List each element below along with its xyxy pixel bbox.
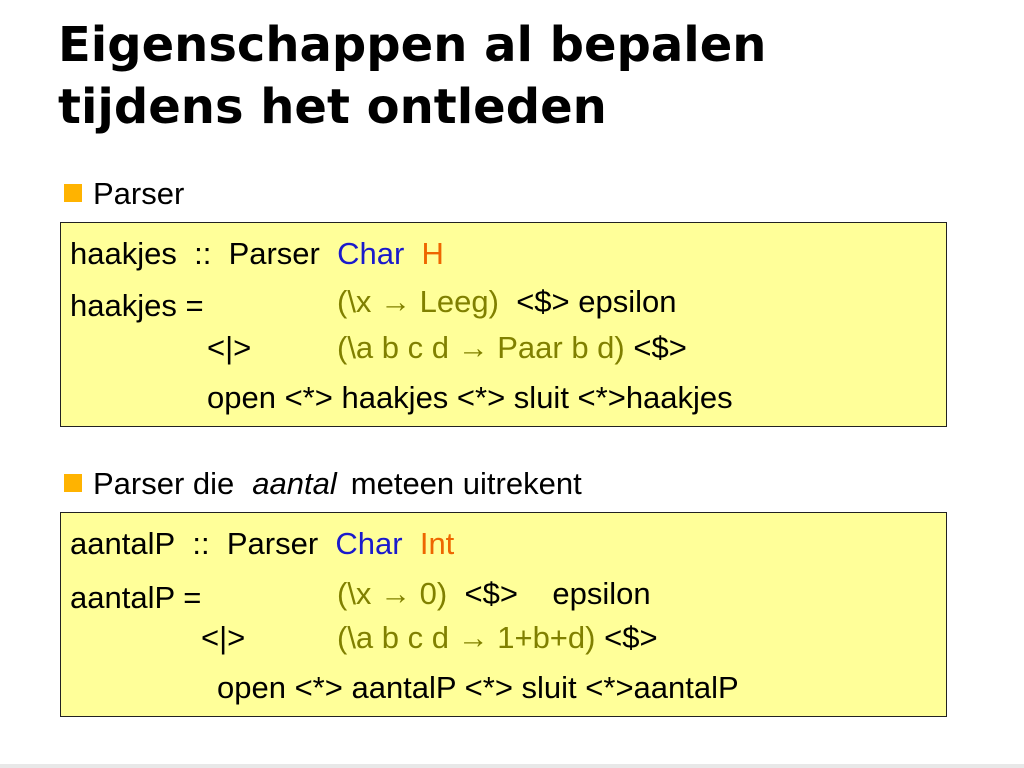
sig-sep: :: [194, 236, 212, 271]
sig-parser: Parser [226, 526, 319, 561]
bullet-square-icon [64, 184, 82, 202]
alternative-2 [337, 331, 687, 365]
footer-divider [0, 764, 1024, 768]
sig-char-type: Char [337, 236, 405, 271]
sig-result-type: H [421, 236, 444, 271]
alt2-op: <$> [633, 330, 687, 365]
bullet-parser [64, 176, 184, 212]
type-signature-line [70, 527, 454, 561]
alt1-arg: epsilon [578, 284, 677, 319]
bullet-text-before: Parser die [93, 466, 235, 501]
alternative-1 [337, 285, 677, 319]
alt2-lambda: (\a b c d → 1+b+d) [337, 620, 596, 655]
alt1-op: <$> [464, 576, 518, 611]
bullet-text: Parser [93, 176, 185, 211]
type-signature-line [70, 237, 444, 271]
sig-sep: :: [192, 526, 210, 561]
sig-char-type: Char [335, 526, 403, 561]
alternative-1 [337, 577, 651, 611]
slide-title [58, 14, 766, 138]
alternative-2-body: open <*> haakjes <*> sluit <*>haakjes [207, 380, 733, 415]
choice-operator: <|> [201, 620, 246, 655]
bullet-text-emphasis: aantal [252, 466, 337, 501]
code-box-aantalP [60, 512, 947, 717]
alt1-lambda: (\x → 0) [337, 576, 448, 611]
sig-name: haakjes [70, 236, 177, 271]
alt2-lambda: (\a b c d → Paar b d) [337, 330, 625, 365]
sig-name: aantalP [70, 526, 176, 561]
definition-head: aantalP = [70, 580, 202, 615]
bullet-square-icon [64, 474, 82, 492]
alt1-lambda: (\x → Leeg) [337, 284, 499, 319]
sig-parser: Parser [228, 236, 320, 271]
bullet-parser-aantal [64, 466, 582, 502]
alt2-op: <$> [604, 620, 658, 655]
definition-head: haakjes = [70, 288, 204, 323]
slide-title-line-1: Eigenschappen al bepalen [58, 17, 767, 73]
sig-result-type: Int [419, 526, 455, 561]
alt1-op: <$> [516, 284, 570, 319]
code-box-haakjes [60, 222, 947, 427]
bullet-text-after: meteen uitrekent [350, 466, 582, 501]
slide-title-line-2: tijdens het ontleden [58, 79, 607, 135]
alternative-2-body: open <*> aantalP <*> sluit <*>aantalP [217, 670, 739, 705]
choice-operator: <|> [207, 330, 252, 365]
alt1-arg: epsilon [552, 576, 651, 611]
alternative-2 [337, 621, 658, 655]
